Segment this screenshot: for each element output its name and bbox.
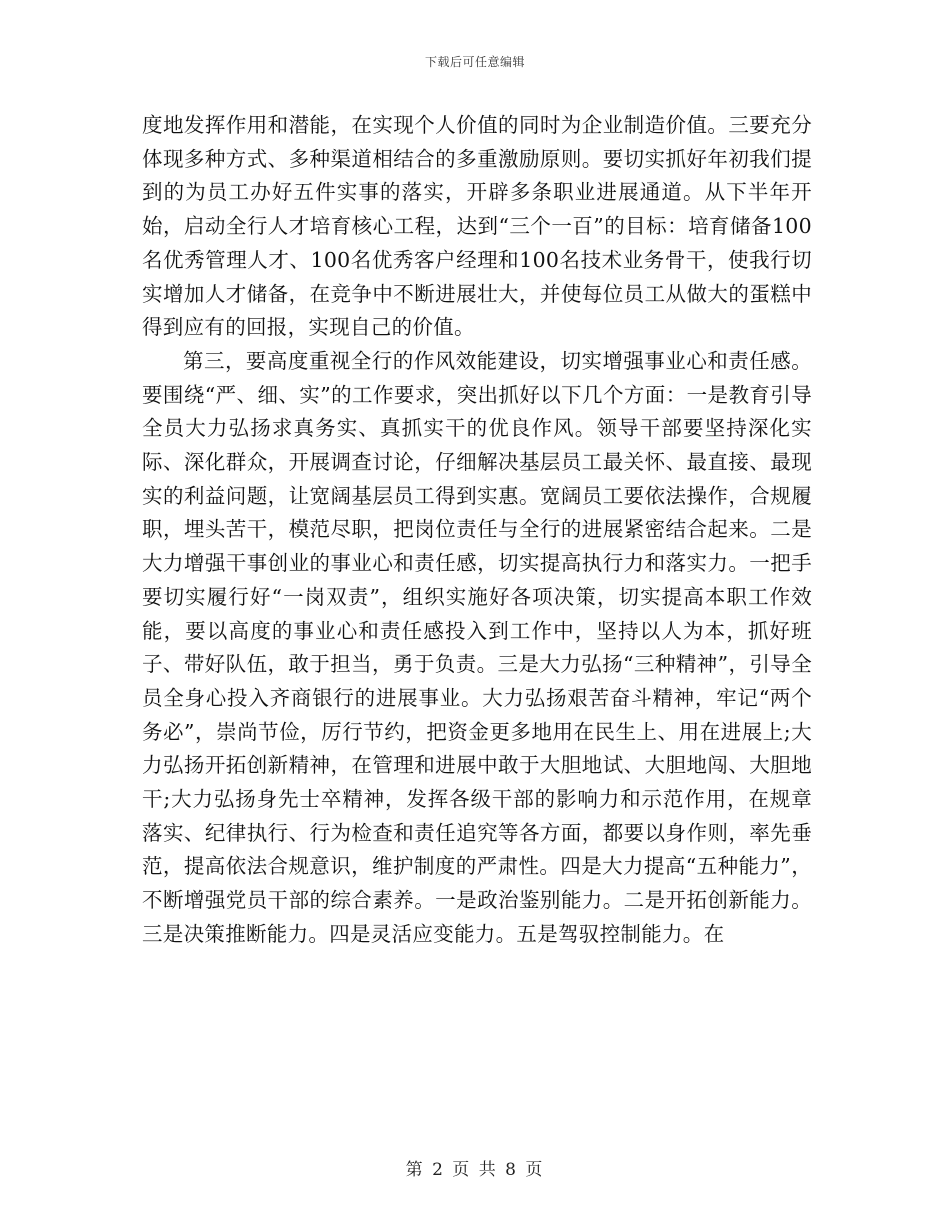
- paragraph-1: 度地发挥作用和潜能，在实现个人价值的同时为企业制造价值。三要充分体现多种方式、多种渠道相结合的多重激励原则。要切实抓好年初我们提到的为员工办好五件实事的落实，开辟多条职业进展通道。从下半年开始，启动全行人才培育核心工程，达到“三个一百”的目标：培育储备100名优秀管理人才、100名优秀客户经理和100名技术业务骨干，使我行切实增加人才储备，在竞争中不断进展壮大，并使每位员工从做大的蛋糕中得到应有的回报，实现自己的价值。: [142, 113, 812, 340]
- page-footer: 第 2 页 共 8 页: [405, 1160, 545, 1180]
- document-body: [142, 109, 812, 952]
- paragraph-2: 第三，要高度重视全行的作风效能建设，切实增强事业心和责任感。要围绕“严、细、实”的工作要求，突出抓好以下几个方面：一是教育引导全员大力弘扬求真务实、真抓实干的优良作风。领导干部要坚持深化实际、深化群众，开展调查讨论，仔细解决基层员工最关怀、最直接、最现实的利益问题，让宽阔基层员工得到实惠。宽阔员工要依法操作，合规履职，埋头苦干，模范尽职，把岗位责任与全行的进展紧密结合起来。二是大力增强干事创业的事业心和责任感，切实提高执行力和落实力。一把手要切实履行好“一岗双责”，组织实施好各项决策，切实提高本职工作效能，要以高度的事业心和责任感投入到工作中，坚持以人为本，抓好班子、带好队伍，敢于担当，勇于负责。三是大力弘扬“三种精神”，引导全员全身心投入齐商银行的进展事业。大力弘扬艰苦奋斗精神，牢记“两个务必”，崇尚节俭，厉行节约，把资金更多地用在民生上、用在进展上;大力弘扬开拓创新精神，在管理和进展中敢于大胆地试、大胆地闯、大胆地干;大力弘扬身先士卒精神，发挥各级干部的影响力和示范作用，在规章落实、纪律执行、行为检查和责任追究等各方面，都要以身作则，率先垂范，提高依法合规意识，维护制度的严肃性。四是大力提高“五种能力”，不断增强党员干部的综合素养。一是政治鉴别能力。二是开拓创新能力。三是决策推断能力。四是灵活应变能力。五是驾驭控制能力。在: [142, 348, 812, 946]
- page-header: 下载后可任意编辑: [424, 55, 525, 69]
